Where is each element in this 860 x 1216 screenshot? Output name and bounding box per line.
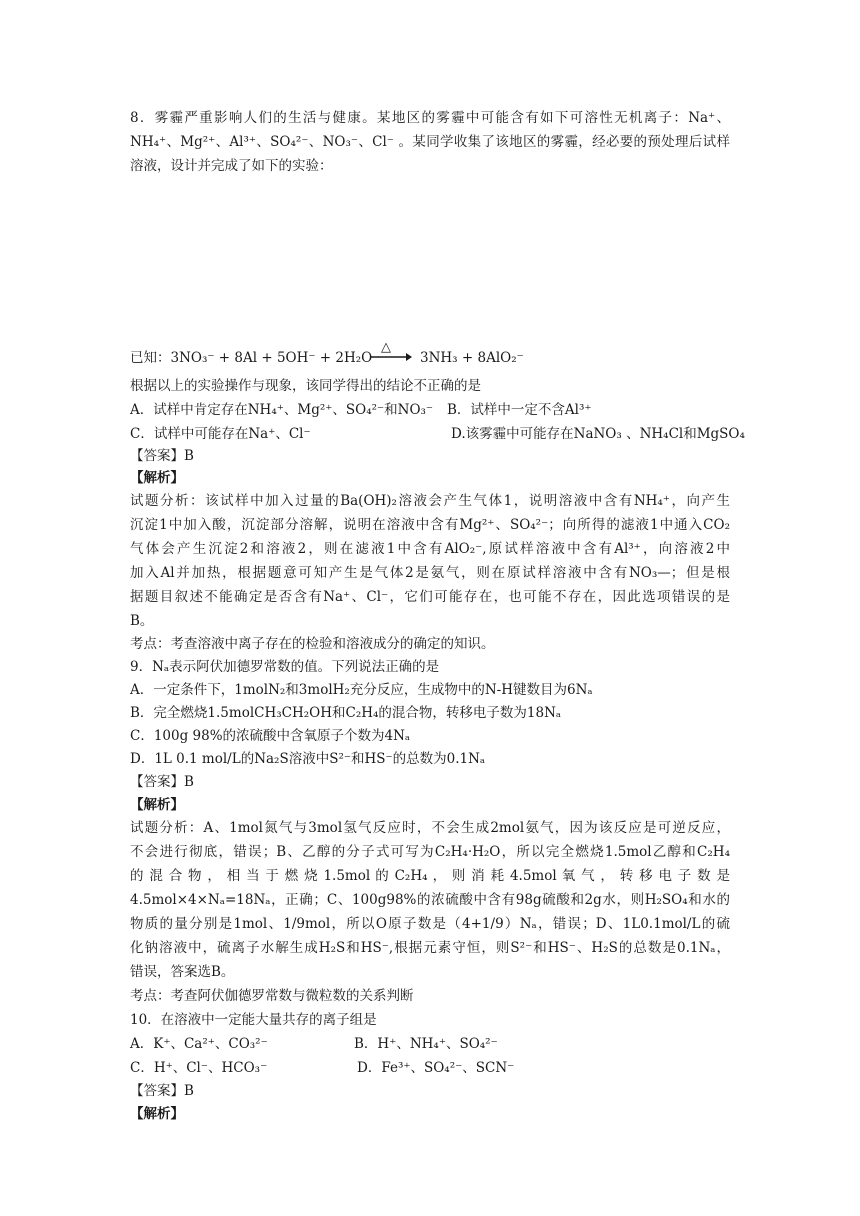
q10-option-d: D．Fe³⁺、SO₄²⁻、SCN⁻ (357, 1060, 515, 1076)
q10-analysis-header: 【解析】 (130, 1106, 184, 1122)
q10-option-c: C．H⁺、Cl⁻、HCO₃⁻ (130, 1060, 268, 1076)
q8-option-a: A．试样中肯定存在NH₄⁺、Mg²⁺、SO₄²⁻和NO₃⁻ (130, 402, 434, 418)
q9-option-c: C．100g 98%的浓硫酸中含氧原子个数为4Nₐ (130, 728, 411, 744)
q9-option-a: A．一定条件下，1molN₂和3molH₂充分反应，生成物中的N-H键数目为6Nₐ (130, 682, 593, 698)
q8-known-equation-left: 已知：3NO₃⁻ + 8Al + 5OH⁻ + 2H₂O (130, 350, 373, 366)
q10-stem: 10．在溶液中一定能大量共存的离子组是 (130, 1012, 377, 1028)
q8-option-b: B．试样中一定不含Al³⁺ (447, 402, 592, 418)
q8-line1: 8．雾霾严重影响人们的生活与健康。某地区的雾霾中可能含有如下可溶性无机离子：Na⁺、 (130, 110, 730, 126)
q10-answer: 【答案】B (130, 1083, 194, 1099)
q8-analysis-line: 据题目叙述不能确定是否含有Na⁺、Cl⁻，它们可能存在，也可能不存在，因此选项错误的是 (130, 589, 730, 605)
q8-line2: NH₄⁺、Mg²⁺、Al³⁺、SO₄²⁻、NO₃⁻、Cl⁻ 。某同学收集了该地区的雾霾，经必要的预处理后试样 (130, 134, 730, 150)
q8-analysis-line: 气体会产生沉淀2和溶液2，则在滤液1中含有AlO₂⁻,原试样溶液中含有Al³⁺，向溶液2中 (130, 541, 730, 557)
q9-analysis-line: 4.5mol×4×Nₐ=18Nₐ，正确；C、100g98%的浓硫酸中含有98g硫酸和2g水，则H₂SO₄和水的 (130, 892, 730, 908)
q8-option-c: C．试样中可能存在Na⁺、Cl⁻ (130, 426, 311, 442)
q8-option-d: D.该雾霾中可能存在NaNO₃ 、NH₄Cl和MgSO₄ (451, 426, 745, 442)
q9-option-d: D．1L 0.1 mol/L的Na₂S溶液中S²⁻和HS⁻的总数为0.1Nₐ (130, 751, 486, 767)
q9-analysis-line: 化钠溶液中，硫离子水解生成H₂S和HS⁻,根据元素守恒，则S²⁻和HS⁻、H₂S的总数是0.1Nₐ， (130, 940, 730, 956)
q8-analysis-line: B。 (130, 613, 154, 629)
q9-option-b: B．完全燃烧1.5molCH₃CH₂OH和C₂H₄的混合物，转移电子数为18Nₐ (130, 705, 562, 721)
q8-analysis-line: 沉淀1中加入酸，沉淀部分溶解，说明在溶液中含有Mg²⁺、SO₄²⁻；向所得的滤液1中通入CO₂ (130, 517, 730, 533)
q8-line3: 溶液，设计并完成了如下的实验： (130, 158, 333, 174)
q9-point: 考点：考查阿伏伽德罗常数与微粒数的关系判断 (130, 988, 414, 1004)
q10-option-b: B．H⁺、NH₄⁺、SO₄²⁻ (354, 1036, 498, 1052)
q9-analysis-line: 物质的量分别是1mol、1/9mol，所以O原子数是（4+1/9）Nₐ，错误；D、1L0.1mol/L的硫 (130, 916, 730, 932)
q9-analysis-line: 试题分析：A、1mol氮气与3mol氢气反应时，不会生成2mol氨气，因为该反应是可逆反应， (130, 820, 730, 836)
q9-answer: 【答案】B (130, 774, 194, 790)
q9-stem: 9．Nₐ表示阿伏加德罗常数的值。下列说法正确的是 (130, 659, 440, 675)
q8-answer: 【答案】B (130, 448, 194, 464)
q9-analysis-line: 不会进行彻底，错误；B、乙醇的分子式可写为C₂H₄·H₂O，所以完全燃烧1.5mol乙醇和C₂H₄ (130, 844, 730, 860)
q8-known-equation-right: 3NH₃ + 8AlO₂⁻ (420, 350, 524, 366)
q9-analysis-line: 的 混 合 物 ， 相 当 于 燃 烧 1.5mol 的 C₂H₄ ， 则 消 耗 4.5mol 氧 气 ， 转 移 电 子 数 是 (130, 868, 730, 884)
heat-condition-symbol: △ (381, 340, 391, 355)
q10-option-a: A．K⁺、Ca²⁺、CO₃²⁻ (130, 1036, 268, 1052)
q8-analysis-header: 【解析】 (130, 470, 184, 486)
q8-analysis-line: 试题分析：该试样中加入过量的Ba(OH)₂溶液会产生气体1，说明溶液中含有NH₄⁺，向产生 (130, 493, 730, 509)
q8-analysis-line: 加入Al并加热，根据题意可知产生是气体2是氨气，则在原试样溶液中含有NO₃—；但是根 (130, 565, 730, 581)
q8-question: 根据以上的实验操作与现象，该同学得出的结论不正确的是 (130, 378, 481, 394)
q9-analysis-header: 【解析】 (130, 797, 184, 813)
q9-analysis-line: 错误，答案选B。 (130, 964, 235, 980)
q8-point: 考点：考查溶液中离子存在的检验和溶液成分的确定的知识。 (130, 636, 495, 652)
